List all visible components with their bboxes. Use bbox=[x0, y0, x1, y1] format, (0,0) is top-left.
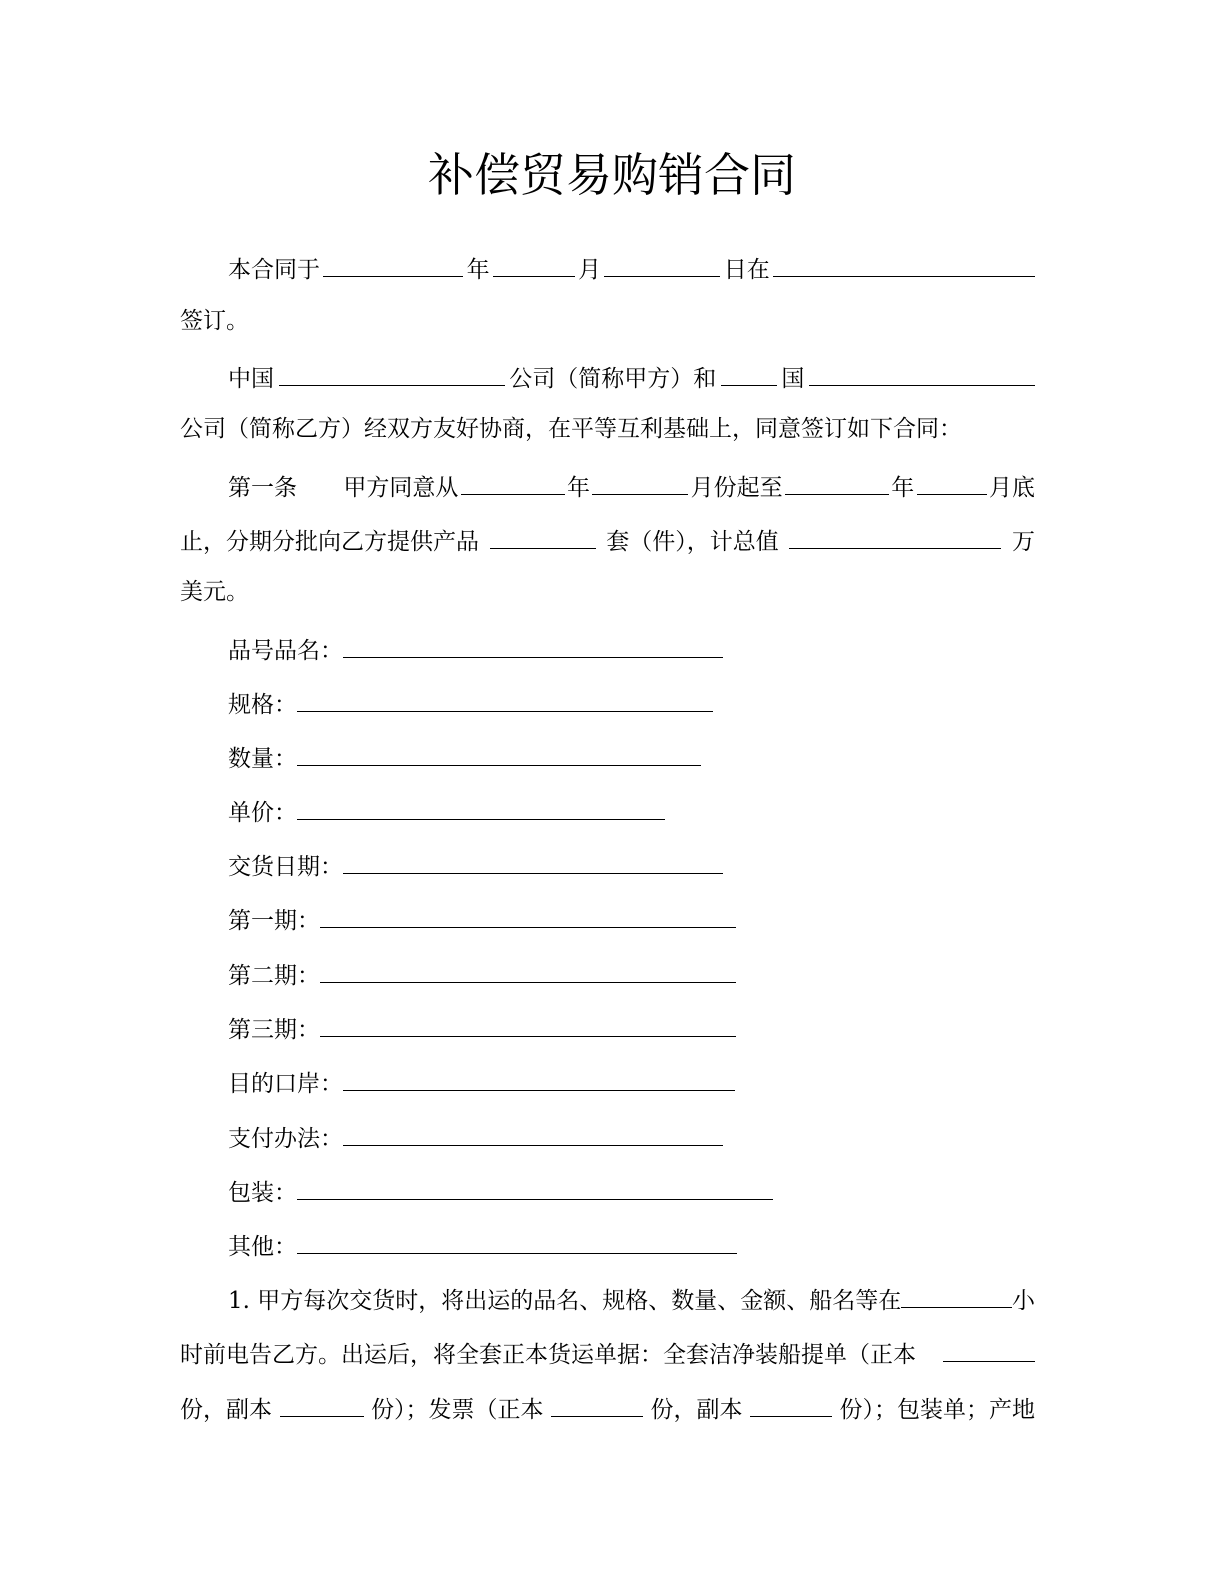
field-blank[interactable] bbox=[297, 1169, 773, 1200]
start-year-blank[interactable] bbox=[461, 464, 565, 495]
party-line-2: 公司（简称乙方）经双方友好协商，在平等互利基础上，同意签订如下合同： bbox=[180, 416, 962, 442]
article-text: 万 bbox=[1012, 529, 1035, 555]
quantity-sets-blank[interactable] bbox=[490, 518, 596, 549]
year-blank[interactable] bbox=[323, 246, 463, 277]
field-destination-port bbox=[228, 1060, 1035, 1100]
intro-line-2: 签订。 bbox=[180, 308, 249, 334]
field-label: 其他： bbox=[228, 1234, 297, 1260]
day-blank[interactable] bbox=[604, 246, 720, 277]
invoice-original-blank[interactable] bbox=[551, 1386, 643, 1417]
article-1-line-2 bbox=[180, 518, 1035, 558]
field-phase-1 bbox=[228, 897, 1035, 937]
field-unit-price bbox=[228, 789, 1035, 829]
total-value-blank[interactable] bbox=[789, 518, 1001, 549]
field-blank[interactable] bbox=[320, 1006, 736, 1037]
country-blank[interactable] bbox=[721, 355, 777, 386]
party-text: 公司（简称甲方）和 bbox=[509, 366, 717, 392]
clause-text: 份）；发票（正本 bbox=[371, 1397, 544, 1423]
article-text: 年 bbox=[566, 475, 590, 501]
article-text: 甲方同意从 bbox=[343, 475, 459, 501]
field-blank[interactable] bbox=[343, 627, 723, 658]
field-quantity bbox=[228, 735, 1035, 775]
clause-1-line-3 bbox=[180, 1386, 1035, 1426]
field-product-name bbox=[228, 627, 1035, 667]
bill-copy-blank[interactable] bbox=[280, 1386, 364, 1417]
bill-original-blank[interactable] bbox=[943, 1331, 1035, 1362]
field-blank[interactable] bbox=[343, 1115, 723, 1146]
article-text: 月底 bbox=[988, 475, 1035, 501]
document-title: 补偿贸易购销合同 bbox=[428, 148, 796, 202]
field-blank[interactable] bbox=[297, 681, 713, 712]
clause-text: 时前电告乙方。出运后，将全套正本货运单据：全套洁净装船提单（正本 bbox=[180, 1342, 916, 1368]
article-text: 月份起至 bbox=[690, 475, 783, 501]
field-phase-2 bbox=[228, 952, 1035, 992]
intro-line-1 bbox=[228, 246, 1035, 286]
field-label: 第三期： bbox=[228, 1017, 320, 1043]
article-1-line-1 bbox=[228, 464, 1035, 504]
intro-text: 年 bbox=[466, 257, 490, 283]
field-label: 品号品名： bbox=[228, 638, 343, 664]
field-label: 交货日期： bbox=[228, 854, 343, 880]
end-month-blank[interactable] bbox=[917, 464, 987, 495]
intro-text: 日在 bbox=[723, 257, 770, 283]
article-1-line-3: 美元。 bbox=[180, 579, 249, 605]
field-blank[interactable] bbox=[297, 735, 701, 766]
party-a-blank[interactable] bbox=[279, 355, 505, 386]
party-line-1 bbox=[228, 355, 1035, 395]
intro-text: 月 bbox=[578, 257, 602, 283]
place-blank[interactable] bbox=[773, 246, 1035, 277]
field-blank[interactable] bbox=[297, 1223, 737, 1254]
field-specification bbox=[228, 681, 1035, 721]
field-label: 数量： bbox=[228, 746, 297, 772]
field-blank[interactable] bbox=[320, 952, 736, 983]
hours-blank[interactable] bbox=[901, 1277, 1012, 1308]
party-b-blank[interactable] bbox=[809, 355, 1035, 386]
clause-1-line-2 bbox=[180, 1331, 1035, 1371]
field-label: 规格： bbox=[228, 692, 297, 718]
field-label: 单价： bbox=[228, 800, 297, 826]
month-blank[interactable] bbox=[493, 246, 575, 277]
field-blank[interactable] bbox=[343, 1060, 735, 1091]
field-blank[interactable] bbox=[343, 843, 723, 874]
field-packaging bbox=[228, 1169, 1035, 1209]
field-blank[interactable] bbox=[297, 789, 665, 820]
field-other bbox=[228, 1223, 1035, 1263]
article-text: 止，分期分批向乙方提供产品 bbox=[180, 529, 479, 555]
article-text: 年 bbox=[891, 475, 915, 501]
invoice-copy-blank[interactable] bbox=[750, 1386, 832, 1417]
clause-text: 份，副本 bbox=[650, 1397, 743, 1423]
clause-text: 份，副本 bbox=[180, 1397, 272, 1423]
field-label: 目的口岸： bbox=[228, 1071, 343, 1097]
party-text: 国 bbox=[781, 366, 805, 392]
clause-text: 份）；包装单；产地 bbox=[839, 1397, 1035, 1423]
end-year-blank[interactable] bbox=[785, 464, 889, 495]
intro-text: 本合同于 bbox=[228, 257, 320, 283]
article-text: 套（件），计总值 bbox=[606, 529, 779, 555]
field-phase-3 bbox=[228, 1006, 1035, 1046]
clause-1-line-1 bbox=[228, 1277, 1035, 1317]
field-label: 包装： bbox=[228, 1180, 297, 1206]
field-label: 支付办法： bbox=[228, 1126, 343, 1152]
start-month-blank[interactable] bbox=[592, 464, 688, 495]
party-text: 中国 bbox=[228, 366, 274, 392]
article-number: 第一条 bbox=[228, 475, 297, 501]
field-payment-method bbox=[228, 1115, 1035, 1155]
field-label: 第二期： bbox=[228, 963, 320, 989]
clause-text: 1. 甲方每次交货时，将出运的品名、规格、数量、金额、船名等在 bbox=[228, 1288, 902, 1314]
clause-text: 小 bbox=[1012, 1288, 1035, 1314]
field-label: 第一期： bbox=[228, 908, 320, 934]
field-delivery-date bbox=[228, 843, 1035, 883]
field-blank[interactable] bbox=[320, 897, 736, 928]
